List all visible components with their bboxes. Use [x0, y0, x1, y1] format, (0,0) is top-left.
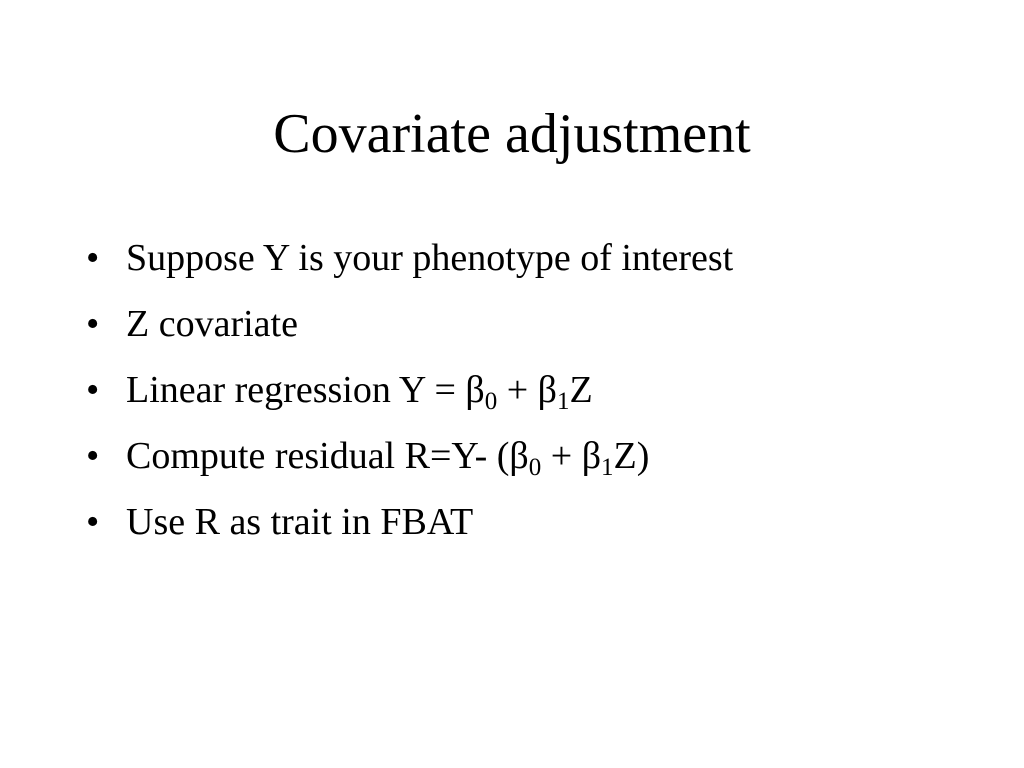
bullet-text-run: Suppose Y is your phenotype of interest — [126, 237, 734, 279]
bullet-icon: • — [86, 501, 100, 543]
bullet-text — [126, 296, 298, 352]
subscript: 1 — [601, 454, 614, 481]
bullet-icon: • — [86, 237, 100, 279]
subscript: 0 — [484, 388, 498, 415]
bullet-item — [86, 428, 986, 494]
bullet-item — [86, 494, 986, 560]
bullet-text-run: Linear regression Y = β — [126, 369, 485, 411]
bullet-text-run: Z) — [613, 435, 650, 477]
bullet-text-run: + β — [497, 369, 557, 411]
bullet-list — [86, 230, 986, 560]
bullet-icon: • — [86, 369, 100, 411]
subscript: 1 — [556, 388, 570, 415]
bullet-text-run: Use R as trait in FBAT — [126, 501, 474, 543]
subscript: 0 — [528, 454, 542, 481]
bullet-text-run: Z — [569, 369, 593, 411]
bullet-text-run: Compute residual R=Y- (β — [126, 435, 529, 477]
bullet-item — [86, 296, 986, 362]
bullet-text — [126, 230, 733, 286]
bullet-text — [126, 494, 473, 550]
slide-title: Covariate adjustment — [273, 103, 751, 165]
bullet-text-run: Z covariate — [126, 303, 298, 345]
bullet-item — [86, 362, 986, 428]
bullet-text — [126, 362, 593, 418]
bullet-item — [86, 230, 986, 296]
bullet-icon: • — [86, 303, 100, 345]
bullet-icon: • — [86, 435, 100, 477]
bullet-text — [126, 428, 649, 484]
bullet-text-run: + β — [541, 435, 602, 477]
